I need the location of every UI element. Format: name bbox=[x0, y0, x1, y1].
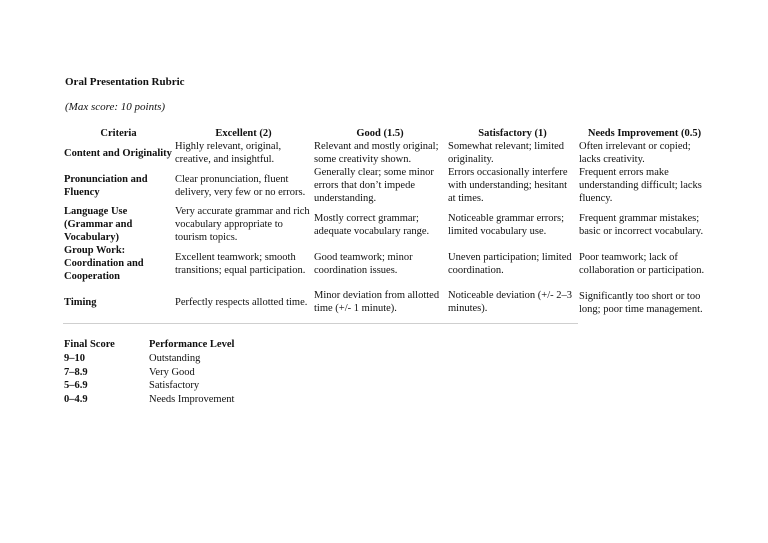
excellent-cell: Excellent teamwork; smooth transitions; equal participation. bbox=[175, 251, 306, 276]
performance-level: Very Good bbox=[149, 366, 195, 378]
rubric-row bbox=[63, 141, 711, 167]
excellent-cell: Perfectly respects allotted time. bbox=[174, 284, 313, 323]
score-range: 5–6.9 bbox=[64, 380, 88, 392]
needs-improvement-cell: Often irrelevant or copied; lacks creativity. bbox=[579, 141, 691, 165]
satisfactory-cell: Errors occasionally interfere with understanding; hesitant at times. bbox=[448, 167, 568, 204]
rubric-row bbox=[63, 284, 711, 323]
good-cell: Minor deviation from allotted time (+/- 1 minute). bbox=[313, 284, 447, 323]
criteria-cell: Content and Originality bbox=[64, 147, 172, 159]
rubric-row bbox=[63, 206, 711, 245]
needs-improvement-cell: Frequent errors make understanding difficult; lacks fluency. bbox=[579, 167, 702, 204]
criteria-cell: Timing bbox=[63, 284, 174, 323]
satisfactory-cell: Uneven participation; limited coordination. bbox=[448, 251, 572, 276]
header-performance-level: Performance Level bbox=[149, 339, 235, 350]
performance-level: Needs Improvement bbox=[149, 394, 235, 406]
scale-row bbox=[63, 393, 235, 407]
good-cell: Relevant and mostly original; some creativity shown. bbox=[314, 141, 439, 165]
max-score-note: (Max score: 10 points) bbox=[65, 101, 166, 113]
header-needs-improvement: Needs Improvement (0.5) bbox=[587, 128, 702, 140]
score-range: 7–8.9 bbox=[64, 366, 88, 378]
scale-header-row bbox=[63, 338, 235, 352]
score-range: 0–4.9 bbox=[64, 394, 88, 406]
rubric-header-row bbox=[63, 127, 711, 141]
scale-row bbox=[63, 366, 235, 380]
satisfactory-cell: Noticeable grammar errors; limited vocabulary use. bbox=[448, 212, 565, 237]
header-criteria: Criteria bbox=[100, 128, 137, 140]
score-scale-table bbox=[63, 338, 235, 407]
performance-level: Outstanding bbox=[149, 352, 201, 364]
rubric-row bbox=[63, 245, 711, 284]
header-final-score: Final Score bbox=[64, 339, 115, 350]
rubric-row bbox=[63, 167, 711, 206]
score-range: 9–10 bbox=[64, 352, 85, 364]
scale-row bbox=[63, 379, 235, 393]
document-title: Oral Presentation Rubric bbox=[65, 76, 185, 88]
criteria-cell: Pronunciation and Fluency bbox=[64, 173, 148, 198]
needs-improvement-cell: Poor teamwork; lack of collaboration or participation. bbox=[579, 251, 705, 276]
rubric-table bbox=[63, 127, 711, 324]
needs-improvement-cell: Frequent grammar mistakes; basic or incorrect vocabulary. bbox=[579, 212, 704, 237]
scale-row bbox=[63, 352, 235, 366]
satisfactory-cell: Somewhat relevant; limited originality. bbox=[448, 141, 565, 165]
good-cell: Good teamwork; minor coordination issues. bbox=[314, 251, 413, 276]
excellent-cell: Highly relevant, original, creative, and insightful. bbox=[175, 141, 282, 165]
performance-level: Satisfactory bbox=[149, 380, 200, 392]
criteria-cell: Language Use (Grammar and Vocabulary) bbox=[64, 206, 133, 243]
criteria-cell: Group Work: Coordination and Cooperation bbox=[64, 245, 144, 282]
header-good: Good (1.5) bbox=[356, 128, 404, 140]
header-excellent: Excellent (2) bbox=[215, 128, 272, 140]
good-cell: Mostly correct grammar; adequate vocabulary range. bbox=[314, 212, 430, 237]
good-cell: Generally clear; some minor errors that don’t impede understanding. bbox=[314, 167, 434, 204]
needs-improvement-cell: Significantly too short or too long; poor time management. bbox=[579, 290, 703, 315]
header-satisfactory: Satisfactory (1) bbox=[478, 128, 547, 140]
satisfactory-cell: Noticeable deviation (+/- 2–3 minutes). bbox=[447, 284, 578, 323]
excellent-cell: Very accurate grammar and rich vocabulary appropriate to tourism topics. bbox=[175, 206, 310, 243]
excellent-cell: Clear pronunciation, fluent delivery, very few or no errors. bbox=[175, 173, 306, 198]
